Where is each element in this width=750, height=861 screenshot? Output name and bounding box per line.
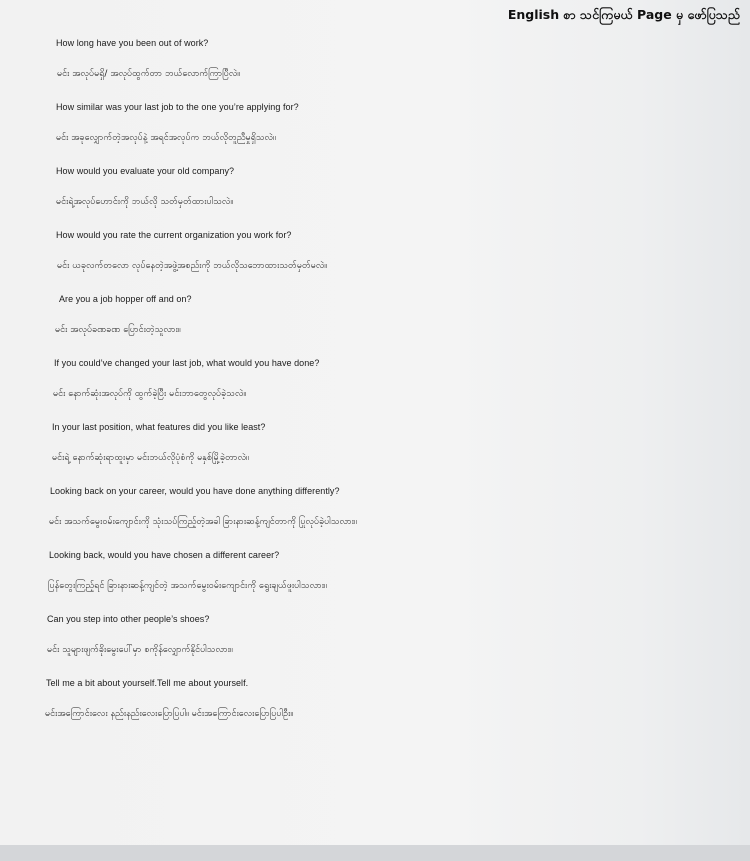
- burmese-translation: မင်း သူများဖျက်ခိုးမွေးပေါ်မှာ စကိုန်လျှောက်နိုင်ပါသလား။: [47, 645, 233, 655]
- qa-item: [0, 478, 750, 534]
- english-question: How would you rate the current organization you work for?: [56, 230, 292, 240]
- burmese-translation: မင်းရဲ့ နောက်ဆုံးရာထူးမှာ မင်းဘယ်လိုပုံစံကို မနှစ်မြို့ခဲ့တာလဲ။: [52, 453, 249, 463]
- qa-list: [0, 30, 750, 734]
- burmese-translation: မင်း အခုလျှောက်တဲ့အလုပ်နဲ့ အရင်အလုပ်က ဘယ်လိုတူညီမှုရှိသလဲ။: [56, 133, 276, 143]
- burmese-translation: မင်း နောက်ဆုံးအလုပ်ကို ထွက်ခဲ့ပြီး မင်းဘာတွေလုပ်ခဲ့သလဲ။: [53, 389, 247, 399]
- english-question: In your last position, what features did you like least?: [52, 422, 266, 432]
- burmese-translation: မင်း ယခုလက်တလော လုပ်နေတဲ့အဖွဲ့အစည်းကို ဘယ်လိုသဘောထားသတ်မှတ်မလဲ။: [57, 261, 328, 271]
- english-question: How similar was your last job to the one you’re applying for?: [56, 102, 299, 112]
- qa-item: [0, 94, 750, 150]
- qa-item: [0, 670, 750, 726]
- qa-item: [0, 30, 750, 86]
- english-question: Looking back, would you have chosen a different career?: [49, 550, 280, 560]
- english-question: Looking back on your career, would you have done anything differently?: [50, 486, 340, 496]
- qa-item: [0, 414, 750, 470]
- english-question: Are you a job hopper off and on?: [59, 294, 192, 304]
- burmese-translation: မင်းအကြောင်းလေး နည်းနည်းလေးပြောပြပါ။ မင်းအကြောင်းလေးပြောပြပါဦး။: [45, 709, 294, 719]
- burmese-translation: မင်း အလုပ်ခဏခဏ ပြောင်းတဲ့သူလား။: [55, 325, 181, 335]
- english-question: Tell me a bit about yourself.Tell me about yourself.: [46, 678, 249, 688]
- qa-item: [0, 222, 750, 278]
- burmese-translation: မင်း အသက်မွေးဝမ်းကျောင်းကို သုံးသပ်ကြည့်တဲ့အခါ ခြားနားဆန့်ကျင်တာကို ပြုလုပ်ခဲ့ပါသလား။: [49, 517, 357, 527]
- burmese-translation: ပြန်တွေးကြည့်ရင် ခြားနားဆန့်ကျင်တဲ့ အသက်မွေးဝမ်းကျောင်းကို ရွေးချယ်ဖူးပါသလား။: [48, 581, 327, 591]
- burmese-translation: မင်းရဲ့အလုပ်ဟောင်းကို ဘယ်လို သတ်မှတ်ထားပါသလဲ။: [56, 197, 234, 207]
- english-question: Can you step into other people’s shoes?: [47, 614, 210, 624]
- english-question: If you could’ve changed your last job, what would you have done?: [54, 358, 320, 368]
- english-question: How would you evaluate your old company?: [56, 166, 235, 176]
- burmese-translation: မင်း အလုပ်မရှိ/ အလုပ်ထွက်တာ ဘယ်လောက်ကြာပြီလဲ။: [57, 69, 241, 79]
- qa-item: [0, 350, 750, 406]
- qa-item: [0, 542, 750, 598]
- bottom-edge: [0, 845, 750, 861]
- qa-item: [0, 158, 750, 214]
- qa-item: [0, 286, 750, 342]
- source-tag: English စာ သင်ကြမယ် Page မှ ဖော်ပြသည်: [507, 7, 740, 22]
- english-question: How long have you been out of work?: [56, 38, 209, 48]
- qa-item: [0, 606, 750, 662]
